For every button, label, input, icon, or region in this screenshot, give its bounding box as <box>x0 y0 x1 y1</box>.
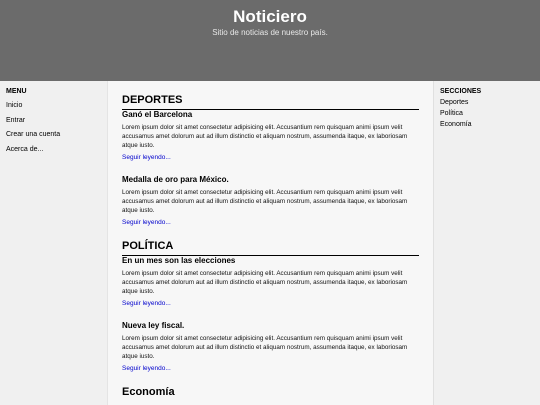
site-title: Noticiero <box>233 7 307 26</box>
menu-item-inicio[interactable]: Inicio <box>6 102 23 109</box>
article <box>122 109 419 162</box>
article-title: Nueva ley fiscal. <box>122 321 185 330</box>
menu-item-crear-cuenta[interactable]: Crear una cuenta <box>6 131 61 138</box>
sections-heading: SECCIONES <box>440 88 482 95</box>
article-body: Lorem ipsum dolor sit amet consectetur adipisicing elit. Accusantium rem quisquam animi ipsum velit accusamus amet dolorum aut ad illum distinctio et aliquam nostrum, assumenda itaque, ex laboriosam atque iusto. <box>122 270 408 295</box>
right-sidebar-sections <box>433 81 540 405</box>
read-more-link[interactable]: Seguir leyendo... <box>122 219 171 226</box>
article <box>122 321 419 373</box>
article-body: Lorem ipsum dolor sit amet consectetur adipisicing elit. Accusantium rem quisquam animi ipsum velit accusamus amet dolorum aut ad illum distinctio et aliquam nostrum, assumenda itaque, ex laboriosam atque iusto. <box>122 335 408 360</box>
site-tagline: Sitio de noticias de nuestro país. <box>212 28 328 37</box>
main-content <box>107 81 433 405</box>
article <box>122 175 419 227</box>
section-politica <box>122 240 419 373</box>
section-title: POLÍTICA <box>122 240 174 252</box>
read-more-link[interactable]: Seguir leyendo... <box>122 365 171 372</box>
read-more-link[interactable]: Seguir leyendo... <box>122 300 171 307</box>
article-body: Lorem ipsum dolor sit amet consectetur adipisicing elit. Accusantium rem quisquam animi ipsum velit accusamus amet dolorum aut ad illum distinctio et aliquam nostrum, assumenda itaque, ex laboriosam atque iusto. <box>122 189 408 214</box>
sections-item-economia[interactable]: Economía <box>440 121 472 128</box>
read-more-link[interactable]: Seguir leyendo... <box>122 154 171 161</box>
section-economia <box>122 386 419 399</box>
menu-item-entrar[interactable]: Entrar <box>6 116 26 124</box>
section-title: Economía <box>122 386 175 398</box>
sections-item-politica[interactable]: Política <box>440 110 463 117</box>
article-body: Lorem ipsum dolor sit amet consectetur adipisicing elit. Accusantium rem quisquam animi ipsum velit accusamus amet dolorum aut ad illum distinctio et aliquam nostrum, assumenda itaque, ex laboriosam atque iusto. <box>122 124 408 149</box>
section-title: DEPORTES <box>122 94 183 106</box>
menu-heading: MENU <box>6 88 27 95</box>
site-header <box>0 0 540 81</box>
menu-item-acerca-de[interactable]: Acerca de... <box>6 145 44 153</box>
article-title: En un mes son las elecciones <box>122 255 419 266</box>
article <box>122 255 419 308</box>
section-deportes <box>122 94 419 227</box>
article-title: Ganó el Barcelona <box>122 109 419 120</box>
left-sidebar-menu <box>0 81 107 405</box>
sections-item-deportes[interactable]: Deportes <box>440 99 469 106</box>
article-title: Medalla de oro para México. <box>122 175 229 184</box>
